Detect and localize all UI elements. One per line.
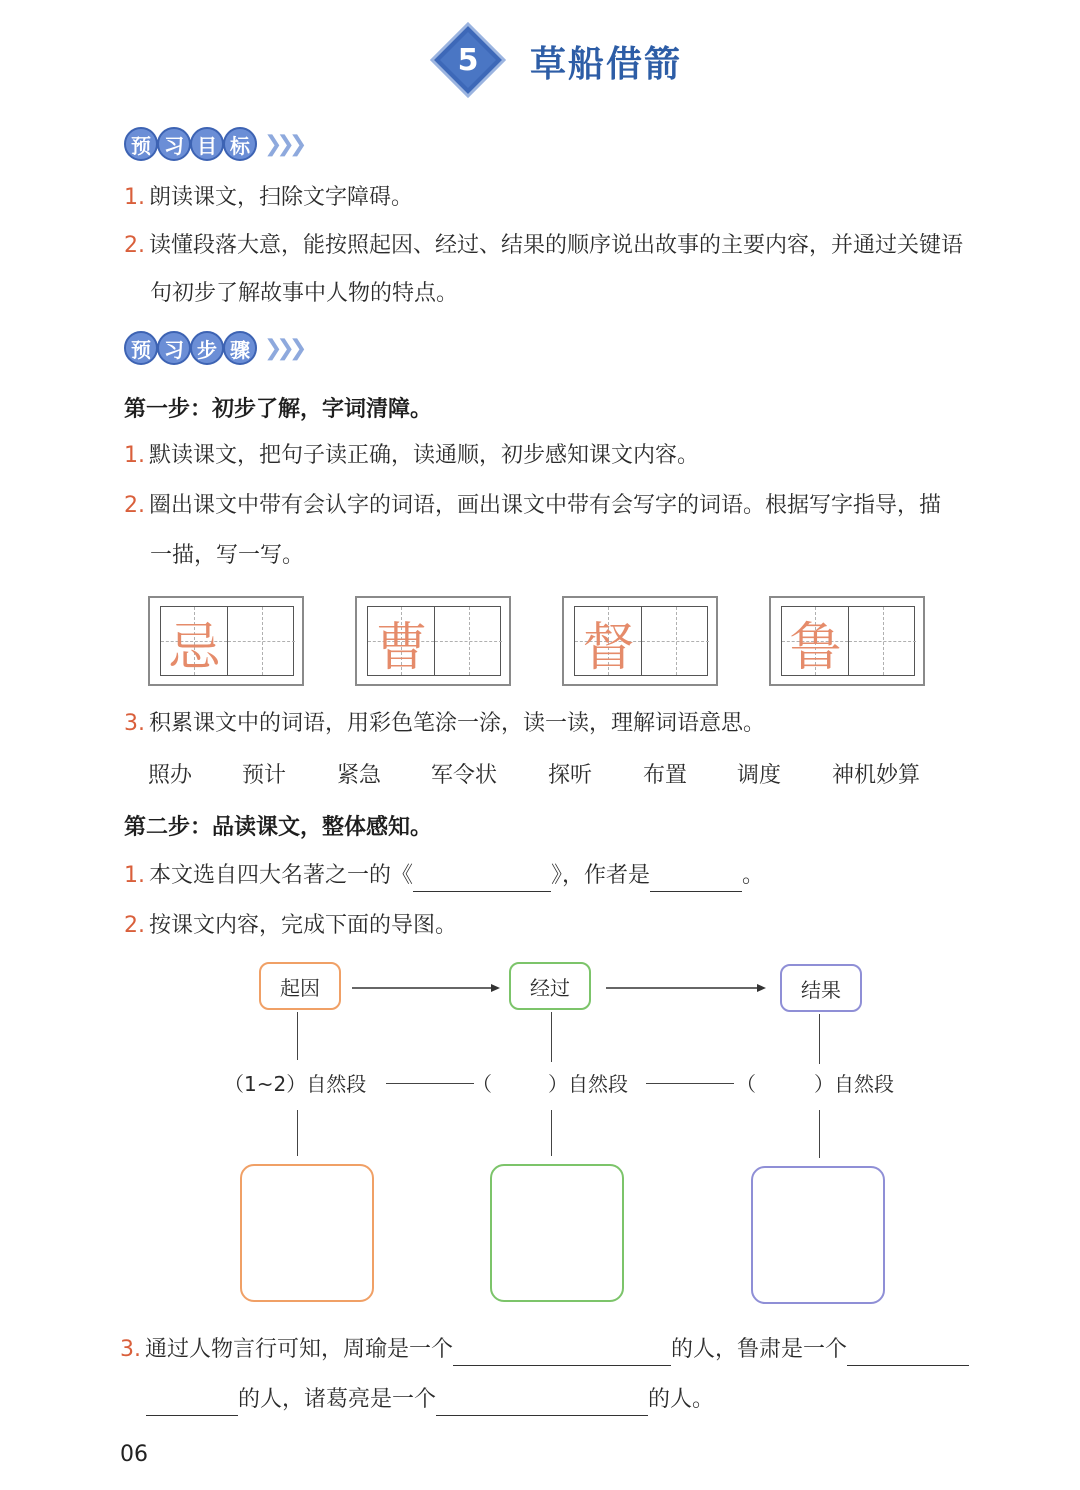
step1-title: 第一步：初步了解，字词清障。 [124,397,433,422]
vocab-word[interactable]: 照办 [148,763,193,788]
lesson-header [430,22,730,98]
vocab-word[interactable]: 紧急 [337,763,382,788]
writing-grid[interactable] [148,596,304,686]
step1-item-2-cont: 一描，写一写。 [150,543,305,568]
connector-line [819,1110,820,1158]
node-result: 结果 [780,964,862,1012]
step2-item-3-cont: 的人，诸葛亮是一个 的人。 [146,1384,714,1416]
lesson-number: 5 [457,43,479,78]
arrow-right-icon [757,984,766,992]
chevron-right-icon: ❯❯❯ [264,335,302,361]
vocab-word[interactable]: 探听 [548,763,593,788]
heading-char: 预 [124,127,158,161]
connector-line [386,1083,474,1084]
connector-line [297,1012,298,1060]
arrow-right-icon [491,984,500,992]
writing-grid[interactable] [562,596,718,686]
connector-line [297,1110,298,1156]
connector-line [646,1083,734,1084]
lusu-trait-blank-cont[interactable] [146,1388,238,1416]
node-cause: 起因 [259,962,341,1010]
model-character: 鲁 [789,617,842,678]
paragraph-label-cause: （1~2）自然段 [224,1072,367,1096]
author-blank[interactable] [650,864,742,892]
step2-title: 第二步：品读课文，整体感知。 [124,815,433,840]
goal-item-1: 1. 朗读课文，扫除文字障碍。 [124,185,414,210]
vocab-word[interactable]: 神机妙算 [832,763,921,788]
vocab-word[interactable]: 布置 [643,763,688,788]
paragraph-label-result: ）自然段 [814,1072,894,1096]
zhouyu-trait-blank[interactable] [453,1338,671,1366]
step1-item-3: 3. 积累课文中的词语，用彩色笔涂一涂，读一读，理解词语意思。 [124,711,766,736]
diagram-arrows [350,978,780,998]
paragraph-label-process: ）自然段 [548,1072,628,1096]
model-character: 曹 [375,617,428,678]
chevron-right-icon: ❯❯❯ [264,131,302,157]
step2-item-3: 3. 通过人物言行可知，周瑜是一个 的人，鲁肃是一个 [120,1334,969,1366]
writing-grid[interactable] [769,596,925,686]
heading-char: 目 [190,127,224,161]
step1-item-1: 1. 默读课文，把句子读正确，读通顺，初步感知课文内容。 [124,443,700,468]
heading-char: 习 [157,331,191,365]
lesson-title: 草船借箭 [530,44,683,85]
cause-answer-box[interactable] [240,1164,374,1302]
result-answer-box[interactable] [751,1166,885,1304]
step2-item-2: 2. 按课文内容，完成下面的导图。 [124,913,458,938]
step2-item-1: 1. 本文选自四大名著之一的《 》，作者是 。 [124,860,764,892]
lesson-number-badge [430,22,506,98]
connector-line [819,1014,820,1064]
paragraph-open-result: （ [736,1072,756,1096]
node-process: 经过 [509,962,591,1010]
lusu-trait-blank[interactable] [847,1338,969,1366]
vocab-word[interactable]: 军令状 [431,763,498,788]
vocab-word[interactable]: 调度 [737,763,782,788]
connector-line [551,1012,552,1062]
writing-grid[interactable] [355,596,511,686]
model-character: 忌 [168,617,221,678]
model-character: 督 [582,617,635,678]
heading-char: 习 [157,127,191,161]
zhuge-trait-blank[interactable] [436,1388,648,1416]
step1-item-2: 2. 圈出课文中带有会认字的词语，画出课文中带有会写字的词语。根据写字指导，描 [124,493,942,518]
section-steps-heading [124,328,301,368]
goal-item-2-cont: 句初步了解故事中人物的特点。 [150,281,459,306]
heading-char: 预 [124,331,158,365]
heading-char: 骤 [223,331,257,365]
page-number: 06 [120,1442,148,1467]
heading-char: 标 [223,127,257,161]
paragraph-open-process: （ [472,1072,492,1096]
goal-item-2: 2. 读懂段落大意，能按照起因、经过、结果的顺序说出故事的主要内容，并通过关键语 [124,233,964,258]
connector-line [551,1110,552,1156]
heading-char: 步 [190,331,224,365]
section-goals-heading [124,124,301,164]
vocab-word[interactable]: 预计 [242,763,287,788]
book-title-blank[interactable] [413,864,551,892]
process-answer-box[interactable] [490,1164,624,1302]
